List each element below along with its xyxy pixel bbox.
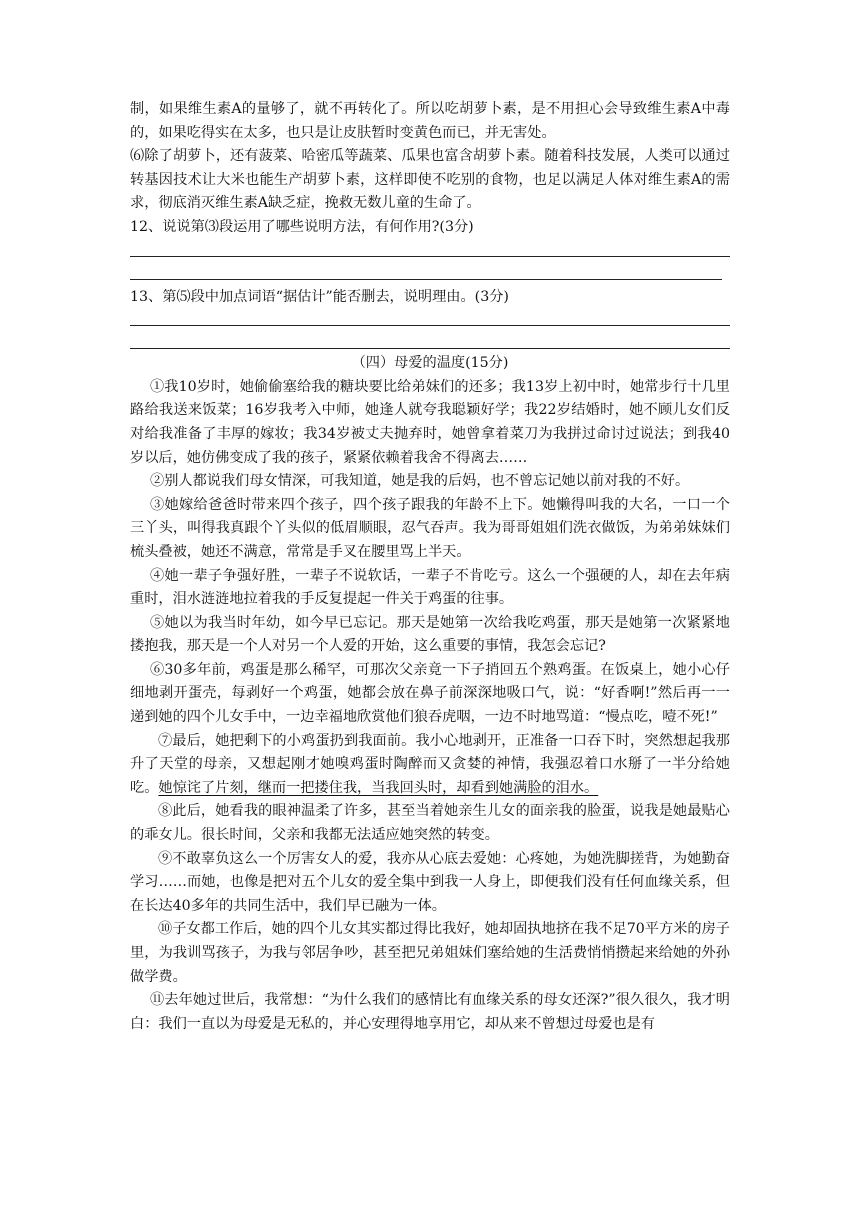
section4-paragraph-2: ②别人都说我们母女情深，可我知道，她是我的后妈，也不曾忘记她以前对我的不好。 bbox=[150, 473, 690, 490]
section4-paragraph-8: ⑧此后，她看我的眼神温柔了许多，甚至当着她亲生儿女的面亲我的脸蛋，说我是她最贴心的乖女儿。很长时间，父亲和我都无法适应她突然的转变。 bbox=[130, 803, 730, 844]
section4-paragraph-4: ④她一辈子争强好胜，一辈子不说软话，一辈子不肯吃亏。这么一个强硬的人，却在去年病重时，泪水涟涟地拉着我的手反复提起一件关于鸡蛋的往事。 bbox=[130, 567, 730, 608]
question-12: 12、说说第⑶段运用了哪些说明方法，有何作用?(3分) bbox=[130, 218, 474, 235]
section4-paragraph-1: ①我10岁时，她偷偷塞给我的糖块要比给弟妹们的还多；我13岁上初中时，她常步行十几里路给我送来饭菜；16岁我考入中师，她逢人就夸我聪颖好学；我22岁结婚时，她不顾儿女们反对给我准备了丰厚的嫁妆；我34岁被丈夫抛弃时，她曾拿着菜刀为我拼过命讨过说法；到我40岁以后，她仿佛变成了我的孩子，紧紧依赖着我舍不得离去…… bbox=[130, 378, 730, 466]
section4-paragraph-6: ⑥30多年前，鸡蛋是那么稀罕，可那次父亲竟一下子捎回五个熟鸡蛋。在饭桌上，她小心仔细地剥开蛋壳，每剥好一个鸡蛋，她都会放在鼻子前深深地吸口气，说：“好香啊!”然后再一一递到她的四个儿女手中，一边幸福地欣赏他们狼吞虎咽，一边不时地骂道：“慢点吃，噎不死!” bbox=[130, 661, 730, 726]
paragraph-7-text: ⑦最后，她把剩下的小鸡蛋扔到我面前。我小心地剥开，正准备一口吞下时，突然想起我那升了天堂的母亲，又想起刚才她嗅鸡蛋时陶醉而又贪婪的神情，我强忍着口水掰了一半分给她吃。 bbox=[130, 732, 730, 796]
exam-page bbox=[130, 98, 730, 1036]
passage3-paragraph-6: ⑹除了胡萝卜，还有菠菜、哈密瓜等蔬菜、瓜果也富含胡萝卜素。随着科技发展，人类可以通过转基因技术让大米也能生产胡萝卜素，这样即使不吃别的食物，也足以满足人体对维生素A的需求，彻底消灭维生素A缺乏症，挽救无数儿童的生命了。 bbox=[130, 148, 730, 212]
section4-paragraph-11: ⑪去年她过世后，我常想：“为什么我们的感情比有血缘关系的母女还深?”很久很久，我才明白：我们一直以为母爱是无私的，并心安理得地享用它，却从来不曾想过母爱也是有 bbox=[130, 992, 730, 1032]
passage3-paragraph-5-continued: 制，如果维生素A的量够了，就不再转化了。所以吃胡萝卜素，是不用担心会导致维生素A中毒的，如果吃得实在太多，也只是让皮肤暂时变黄色而已，并无害处。 bbox=[130, 101, 730, 141]
underlined-sentence: 她惊诧了片刻，继而一把搂住我，当我回头时，却看到她满脸的泪水。 bbox=[158, 779, 599, 796]
section4-paragraph-10: ⑩子女都工作后，她的四个儿女其实都过得比我好，她却固执地挤在我不足70平方米的房子里，为我训骂孩子，为我与邻居争吵，甚至把兄弟姐妹们塞给她的生活费悄悄攒起来给她的外孙做学费。 bbox=[130, 921, 730, 985]
section4-paragraph-9: ⑨不敢辜负这么一个厉害女人的爱，我亦从心底去爱她：心疼她，为她洗脚搓背，为她勤奋学习……而她，也像是把对五个儿女的爱全集中到我一人身上，即便我们没有任何血缘关系，但在长达40多年的共同生活中，我们早已融为一体。 bbox=[130, 850, 730, 914]
section4-paragraph-7 bbox=[130, 730, 730, 801]
section-4-title: （四）母爱的温度(15分) bbox=[351, 355, 509, 372]
section4-paragraph-3: ③她嫁给爸爸时带来四个孩子，四个孩子跟我的年龄不上下。她懒得叫我的大名，一口一个三丫头，叫得我真跟个丫头似的低眉顺眼，忍气吞声。我为哥哥姐姐们洗衣做饭，为弟弟妹妹们梳头叠被，她还不满意，常常是手叉在腰里骂上半天。 bbox=[130, 496, 730, 560]
section4-paragraph-5: ⑤她以为我当时年幼，如今早已忘记。那天是她第一次给我吃鸡蛋，那天是她第一次紧紧地搂抱我，那天是一个人对另一个人爱的开始，这么重要的事情，我怎会忘记? bbox=[130, 614, 730, 655]
question-13: 13、第⑸段中加点词语“据估计”能否删去，说明理由。(3分) bbox=[130, 288, 509, 305]
